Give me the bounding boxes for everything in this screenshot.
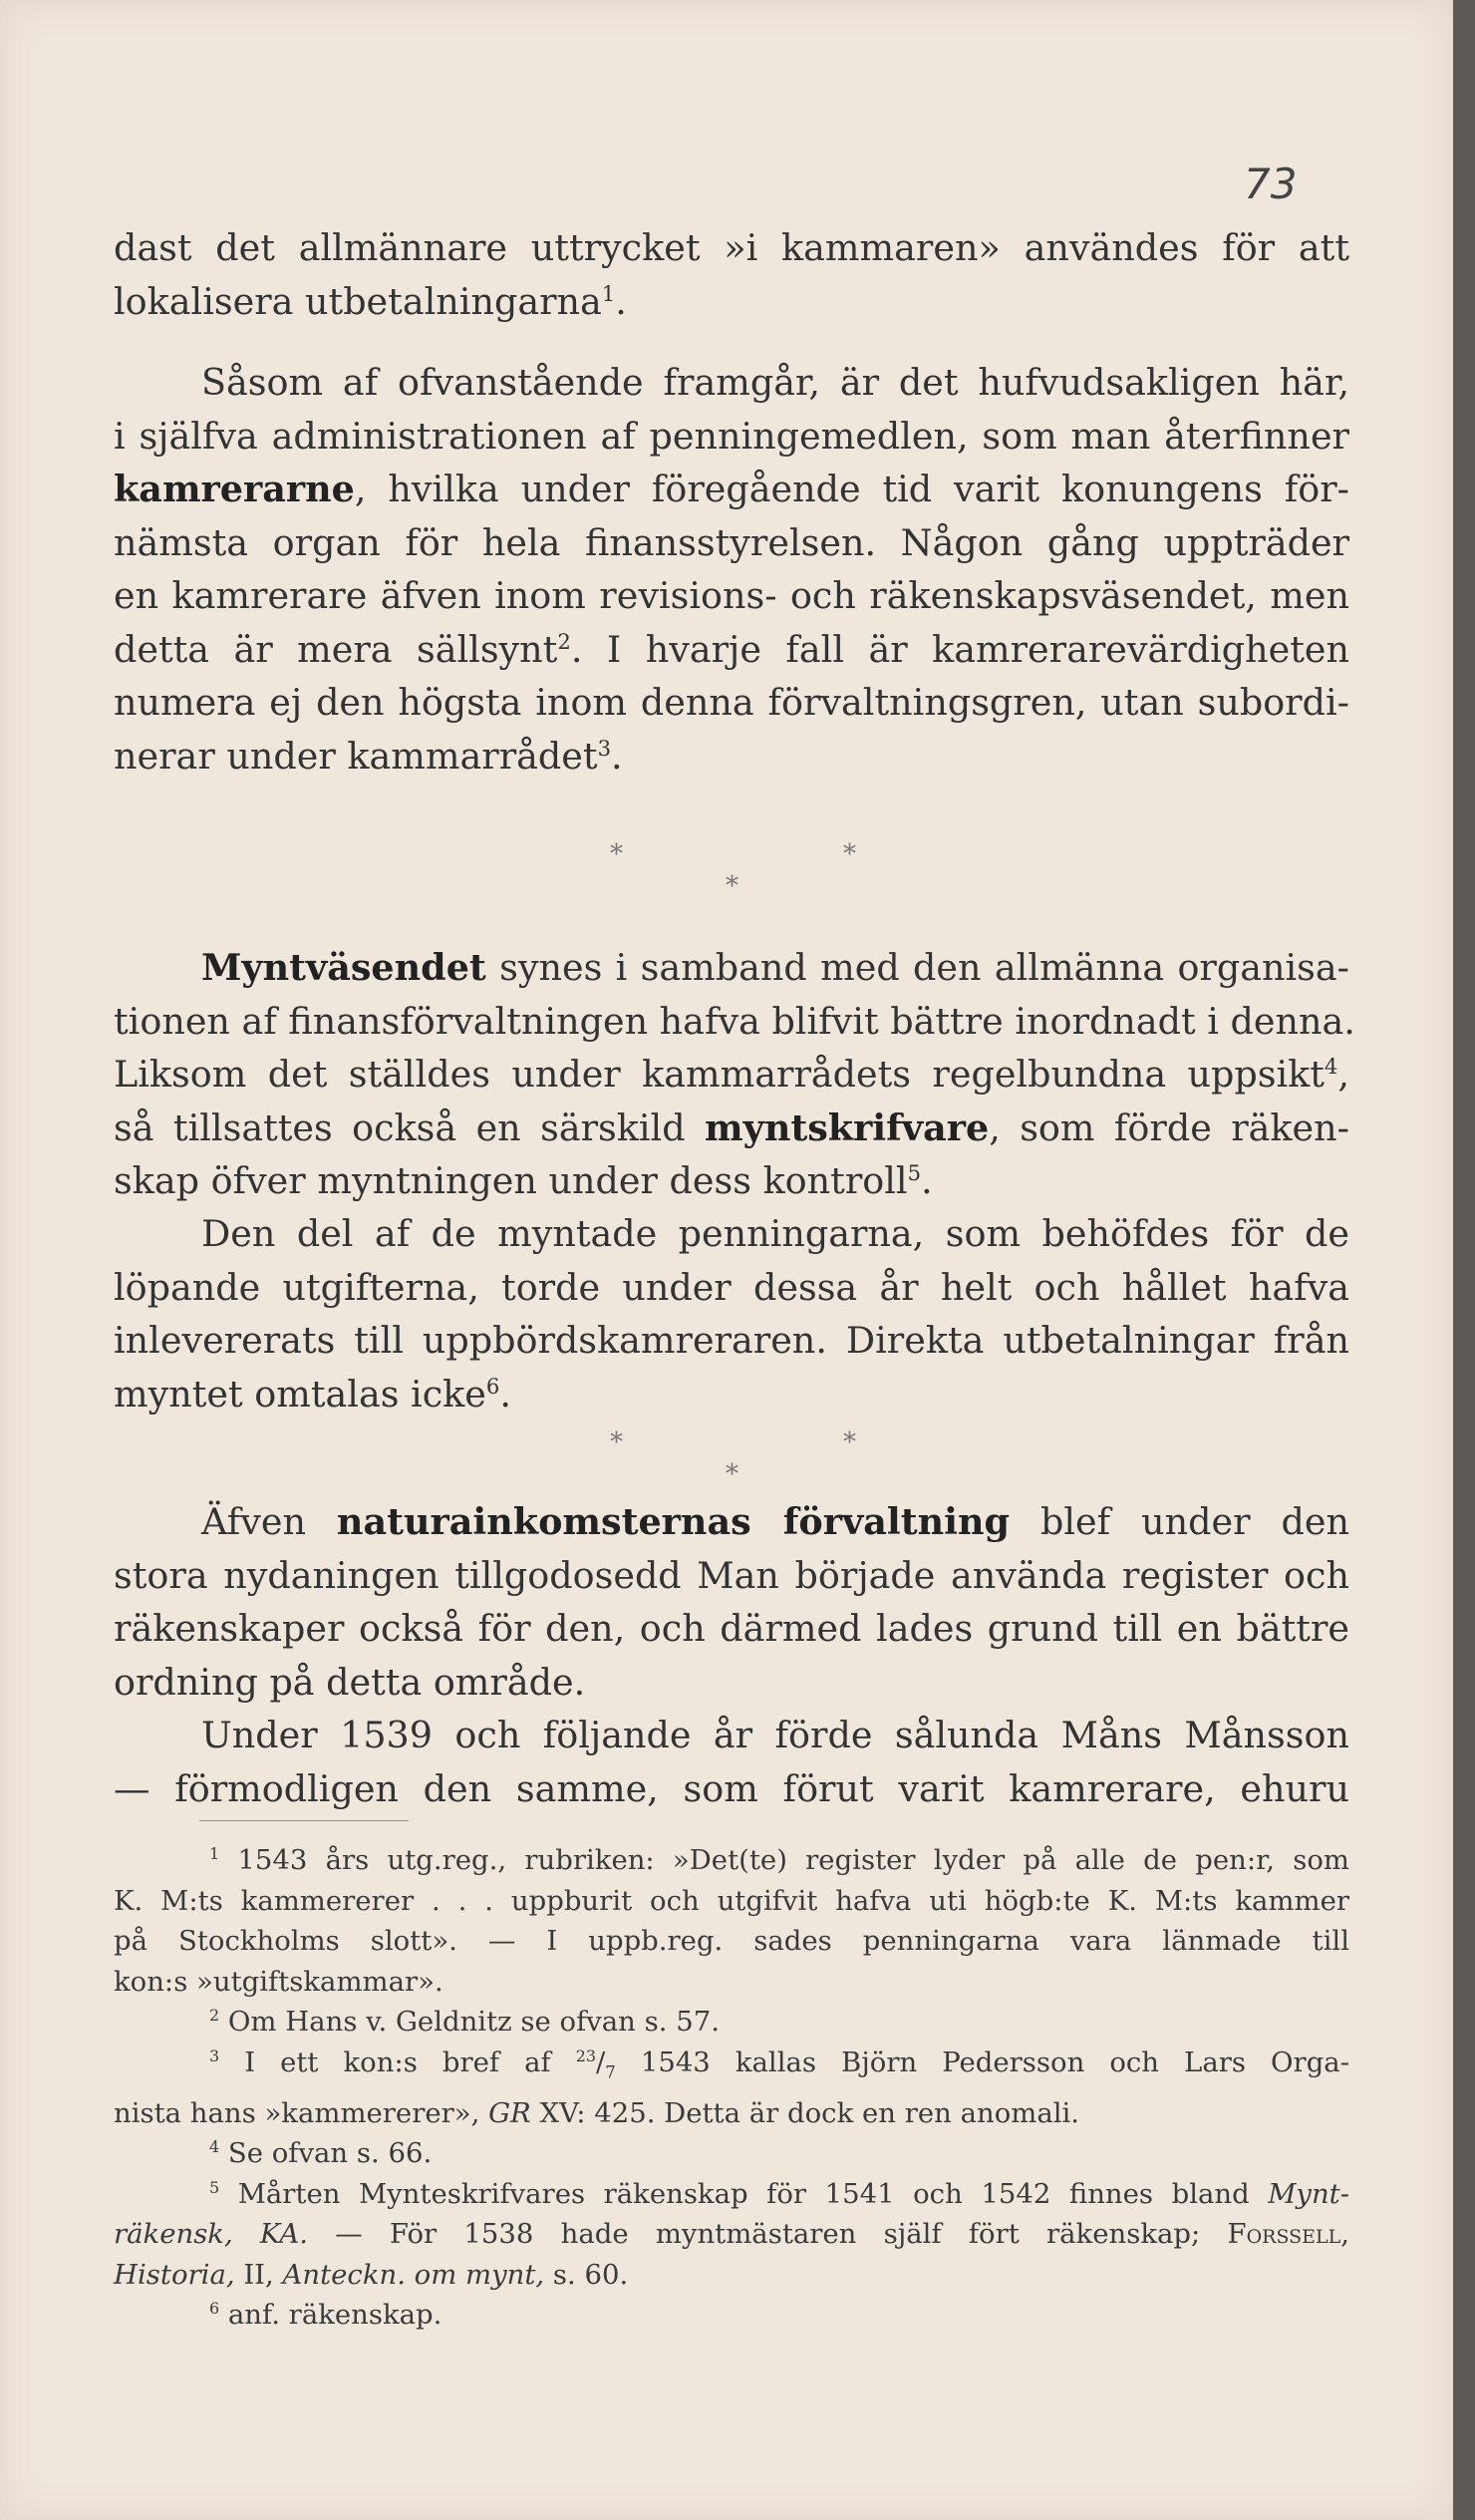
text-line: i själfva administrationen af penningemedlen, som man återfinner <box>114 414 1349 458</box>
separator-star: * <box>610 839 623 869</box>
term-myntvasendet: Myntväsendet <box>201 946 486 989</box>
footnote-2: $^2$ Om Hans v. Geldnitz se ofvan s. 57. <box>209 2005 720 2038</box>
term-kamrerarne: kamrerarne <box>114 468 355 510</box>
text-line: Liksom det ställdes under kammarrådets regelbundna uppsikt$^4$, <box>114 1053 1349 1096</box>
footnote-ref: 1 <box>601 280 616 306</box>
footnote-4: $^4$ Se ofvan s. 66. <box>209 2136 433 2169</box>
separator-star: * <box>610 1427 623 1457</box>
footnote-1-cont: på Stockholms slott». — I uppb.reg. sades penningarna vara länmade till <box>114 1925 1349 1957</box>
text-line: dast det allmännare uttrycket »i kammaren» användes för att <box>114 226 1349 269</box>
footnote-ref: 5 <box>907 1159 922 1185</box>
footnote-3: $^3$ I ett kon:s bref af $^{23}/_7$ 1543 kallas Björn Pedersson och Lars Orga- <box>209 2046 1349 2081</box>
footnote-3-cont: nista hans »kammererer», GR XV: 425. Detta är dock en ren anomali. <box>114 2096 1080 2129</box>
footnote-ref: 3 <box>597 735 612 761</box>
separator-star: * <box>843 839 856 869</box>
paragraph-2 <box>114 356 1349 783</box>
text-line: myntet omtalas icke$^6$. <box>114 1372 511 1416</box>
text-line: löpande utgifterna, torde under dessa år helt och hållet hafva <box>114 1265 1349 1309</box>
footnote-ref: 2 <box>557 628 571 654</box>
scan-edge <box>1453 0 1475 2520</box>
separator-star: * <box>726 871 738 901</box>
term-myntskrifvare: myntskrifvare <box>705 1105 990 1149</box>
text-line: detta är mera sällsynt$^2$. I hvarje fall är kamrerarevärdigheten <box>114 627 1349 671</box>
footnote-6: $^6$ anf. räkenskap. <box>209 2298 442 2331</box>
text-line: Myntväsendet synes i samband med den allmänna organisa- <box>201 946 1349 989</box>
paragraph-4 <box>114 1207 1349 1420</box>
text-line: nämsta organ för hela finansstyrelsen. Någon gång uppträder <box>114 520 1349 564</box>
text-line: Såsom af ofvanstående framgår, är det hufvudsakligen här, <box>201 361 1349 404</box>
text-line: skap öfver myntningen under dess kontroll$^5$. <box>114 1159 933 1202</box>
footnote-ref: 4 <box>1324 1053 1338 1079</box>
separator-star: * <box>843 1427 856 1457</box>
paragraph-1 <box>114 221 1349 328</box>
text-line: räkenskaper också för den, och därmed lades grund till en bättre <box>114 1607 1349 1650</box>
footnote-5: $^5$ Mårten Mynteskrifvares räkenskap för 1541 och 1542 finnes bland Mynt- <box>209 2177 1349 2210</box>
text-line: nerar under kammarrådet$^3$. <box>114 734 623 778</box>
text-line: så tillsattes också en särskild myntskrifvare, som förde räken- <box>114 1105 1349 1149</box>
footnote-5-cont: räkensk, KA. — För 1538 hade myntmästaren själf fört räkenskap; Forssell, <box>114 2218 1349 2250</box>
text-line: Under 1539 och följande år förde sålunda Måns Månsson <box>201 1714 1349 1756</box>
paragraph-3 <box>114 941 1355 1208</box>
text-line: inlevererats till uppbördskamreraren. Direkta utbetalningar från <box>114 1319 1349 1362</box>
text-line: numera ej den högsta inom denna förvaltningsgren, utan subordi- <box>114 681 1349 724</box>
footnote-1-cont: K. M:ts kammererer . . . uppburit och utgifvit hafva uti högb:te K. M:ts kammer <box>114 1884 1349 1917</box>
text-line: tionen af finansförvaltningen hafva blifvit bättre inordnadt i denna. <box>114 999 1355 1043</box>
text-line: stora nydaningen tillgodosedd Man började använda register och <box>114 1553 1349 1597</box>
footnote-1: $^1$ 1543 års utg.reg., rubriken: »Det(te) register lyder på alle de pen:r, som <box>209 1843 1349 1876</box>
text-line: Den del af de myntade penningarna, som behöfdes för de <box>201 1212 1349 1255</box>
text-line: Äfven naturainkomsternas förvaltning blef under den <box>201 1500 1349 1543</box>
footnote-ref: 6 <box>485 1373 500 1399</box>
footnote-divider <box>199 1820 409 1821</box>
paragraph-6 <box>114 1709 1349 1815</box>
page-number: 73 <box>1244 159 1298 208</box>
footnotes <box>114 1840 1349 2336</box>
paragraph-5 <box>114 1495 1349 1709</box>
term-naturainkomsternas: naturainkomsternas förvaltning <box>336 1500 1011 1543</box>
text-line: lokalisera utbetalningarna$^1$. <box>114 279 627 323</box>
text-line: ordning på detta område. <box>114 1660 586 1704</box>
footnote-5-cont: Historia, II, Anteckn. om mynt, s. 60. <box>114 2258 629 2291</box>
footnote-1-cont: kon:s »utgiftskammar». <box>114 1965 443 1998</box>
text-line: kamrerarne, hvilka under föregående tid varit konungens för- <box>114 468 1349 510</box>
separator-star: * <box>726 1459 738 1489</box>
text-line: en kamrerare äfven inom revisions- och räkenskapsväsendet, men <box>114 574 1349 617</box>
text-line: — förmodligen den samme, som förut varit kamrerare, ehuru <box>114 1766 1349 1810</box>
